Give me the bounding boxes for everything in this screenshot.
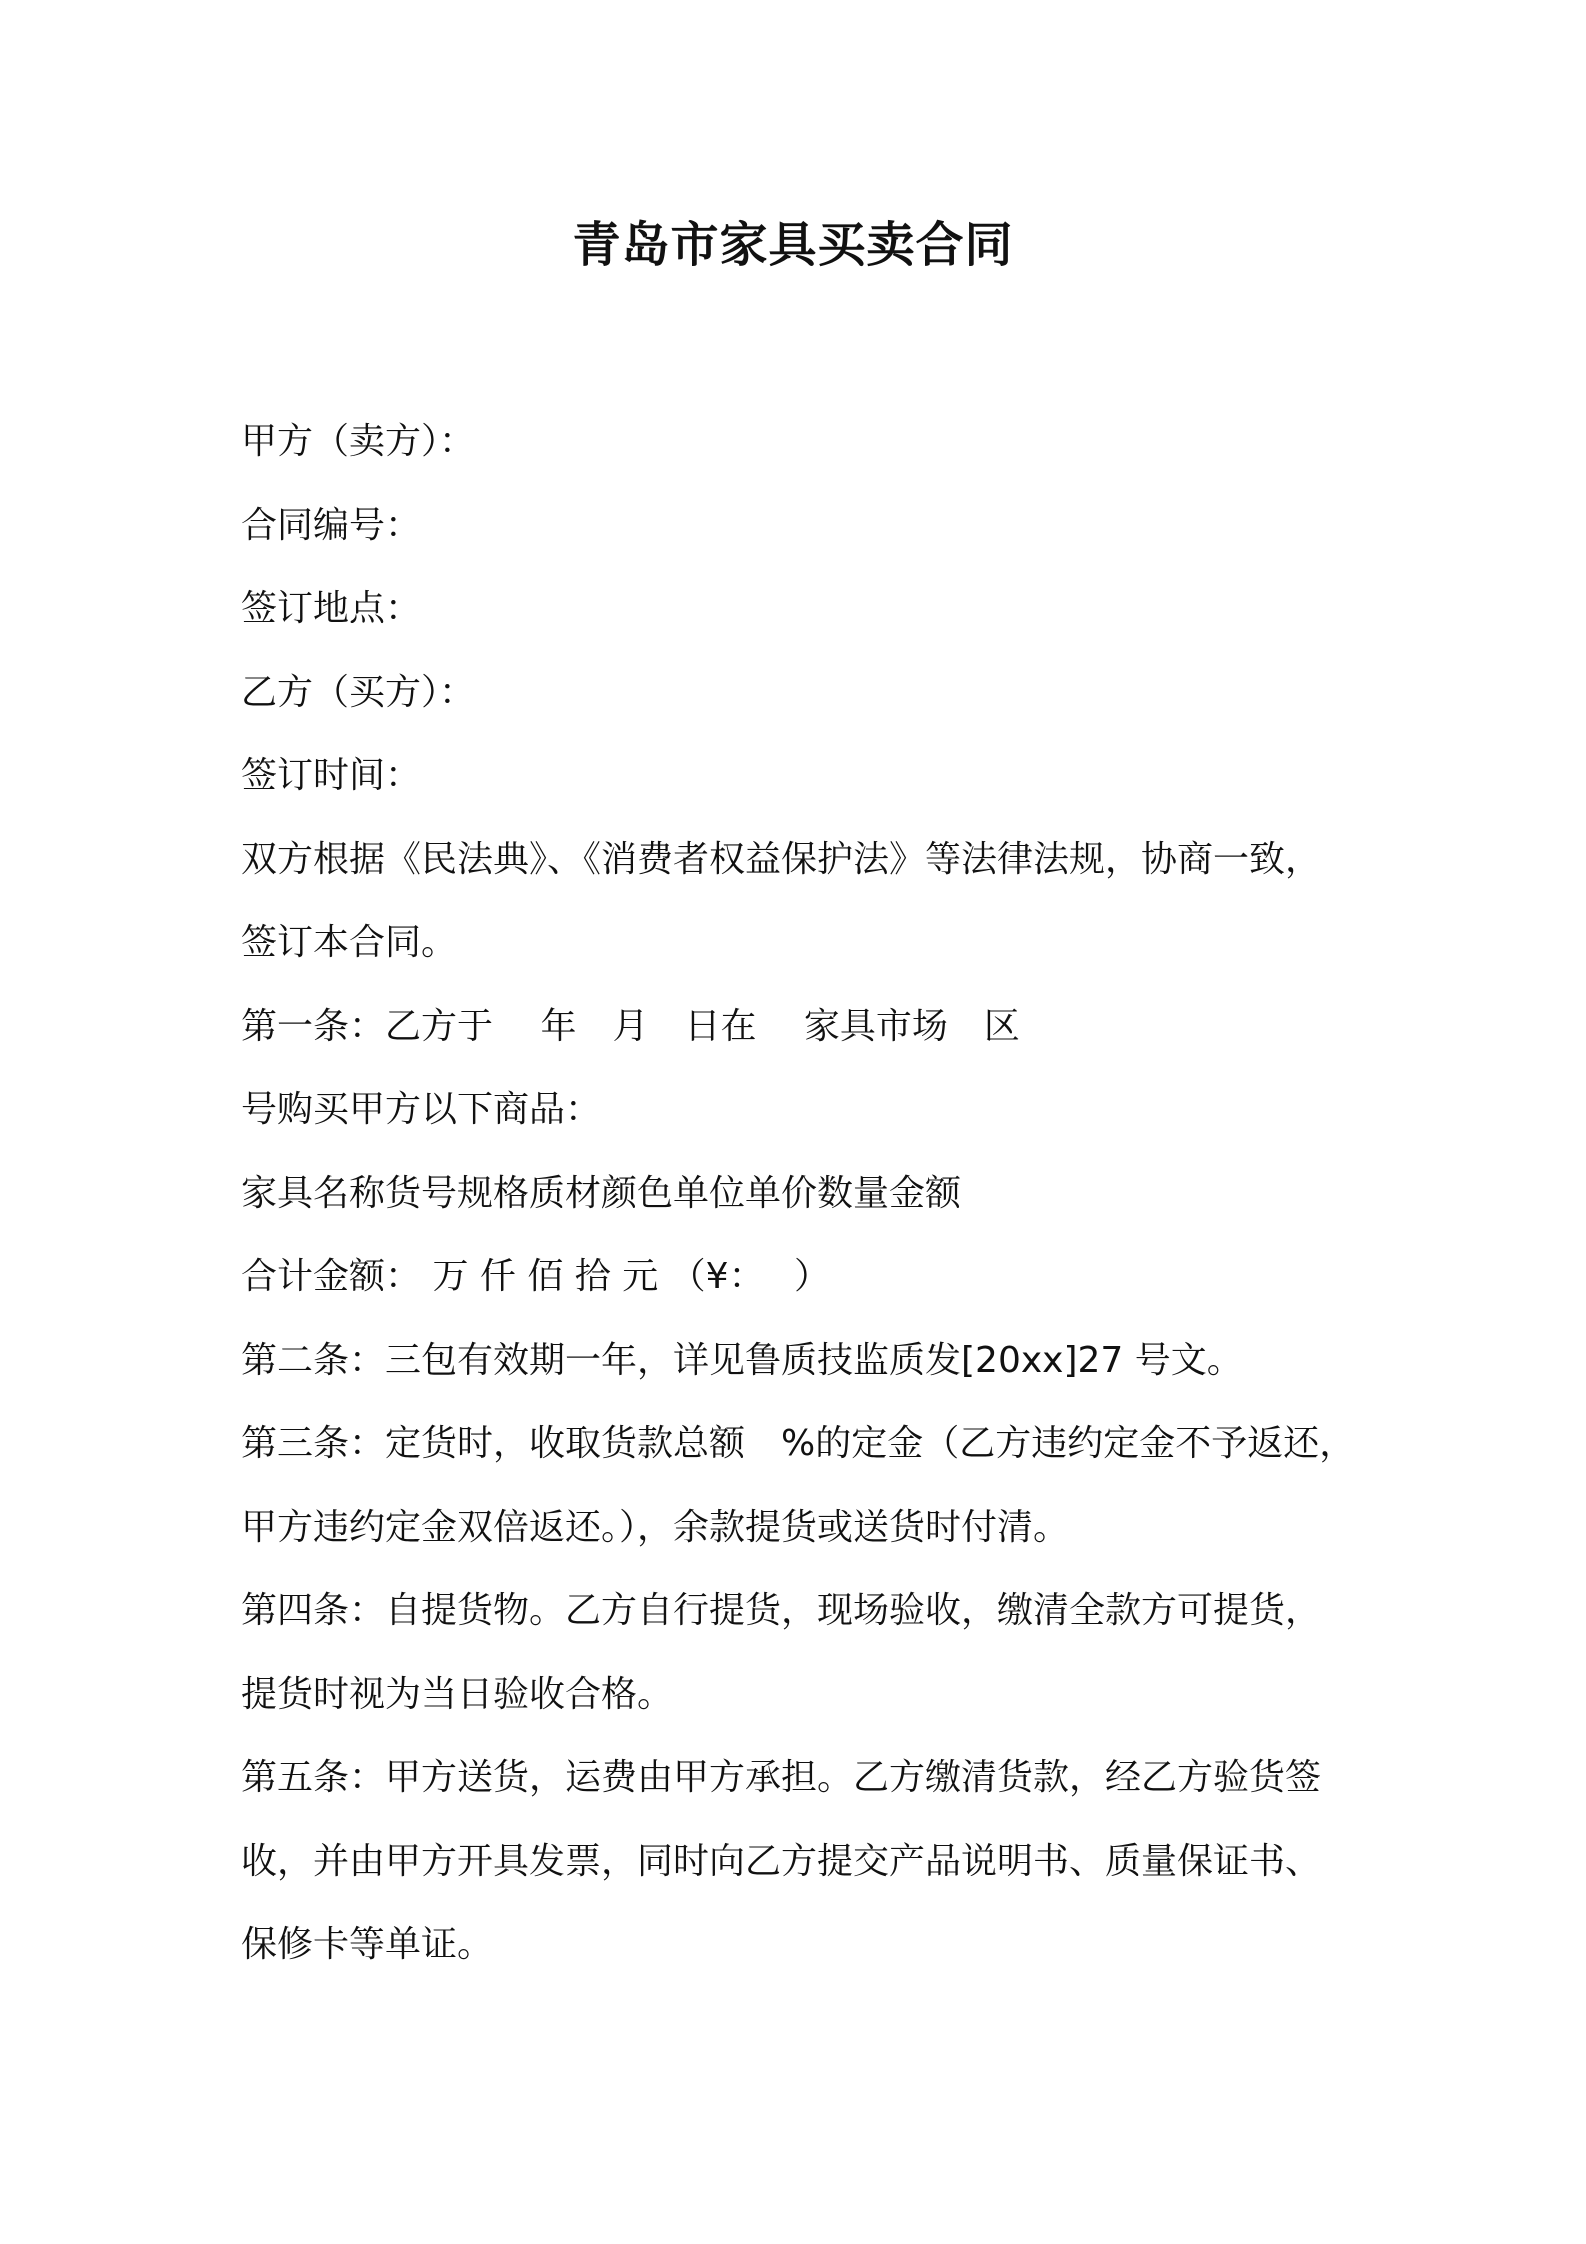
article-3-line-1: 第三条：定货时，收取货款总额 %的定金（乙方违约定金不予返还， xyxy=(241,1423,1356,1464)
preamble-line-1: 双方根据《民法典》、《消费者权益保护法》等法律法规，协商一致， xyxy=(241,838,1322,880)
document-title: 青岛市家具买卖合同 xyxy=(572,217,1014,273)
article-4-line-1: 第四条：自提货物。乙方自行提货，现场验收，缴清全款方可提货， xyxy=(241,1590,1322,1631)
contract-body xyxy=(241,400,1361,1987)
goods-columns-line: 家具名称货号规格质材颜色单位单价数量金额 xyxy=(241,1172,962,1214)
preamble-line-2: 签订本合同。 xyxy=(241,922,458,963)
article-5-line-2: 收，并由甲方开具发票，同时向乙方提交产品说明书、质量保证书、 xyxy=(241,1840,1322,1882)
article-1-line-2: 号购买甲方以下商品： xyxy=(241,1089,602,1130)
party-a-seller-line: 甲方（卖方）： xyxy=(241,421,476,462)
article-5-line-1: 第五条：甲方送货，运费由甲方承担。乙方缴清货款，经乙方验货签 xyxy=(241,1757,1322,1798)
party-b-buyer-line: 乙方（买方）： xyxy=(241,671,476,713)
article-5-line-3: 保修卡等单证。 xyxy=(241,1924,494,1965)
article-1-line-1: 第一条：乙方于 年 月 日在 家具市场 区 xyxy=(241,1005,1020,1047)
article-3-line-2: 甲方违约定金双倍返还。），余款提货或送货时付清。 xyxy=(241,1506,1070,1548)
article-4-line-2: 提货时视为当日验收合格。 xyxy=(241,1673,674,1715)
contract-number-line: 合同编号： xyxy=(241,504,422,546)
total-amount-line: 合计金额： 万 仟 佰 拾 元 （¥： ） xyxy=(241,1256,831,1297)
article-2-line: 第二条：三包有效期一年，详见鲁质技监质发[20xx]27 号文。 xyxy=(241,1339,1243,1381)
signing-place-line: 签订地点： xyxy=(241,588,422,629)
signing-time-line: 签订时间： xyxy=(241,755,422,796)
